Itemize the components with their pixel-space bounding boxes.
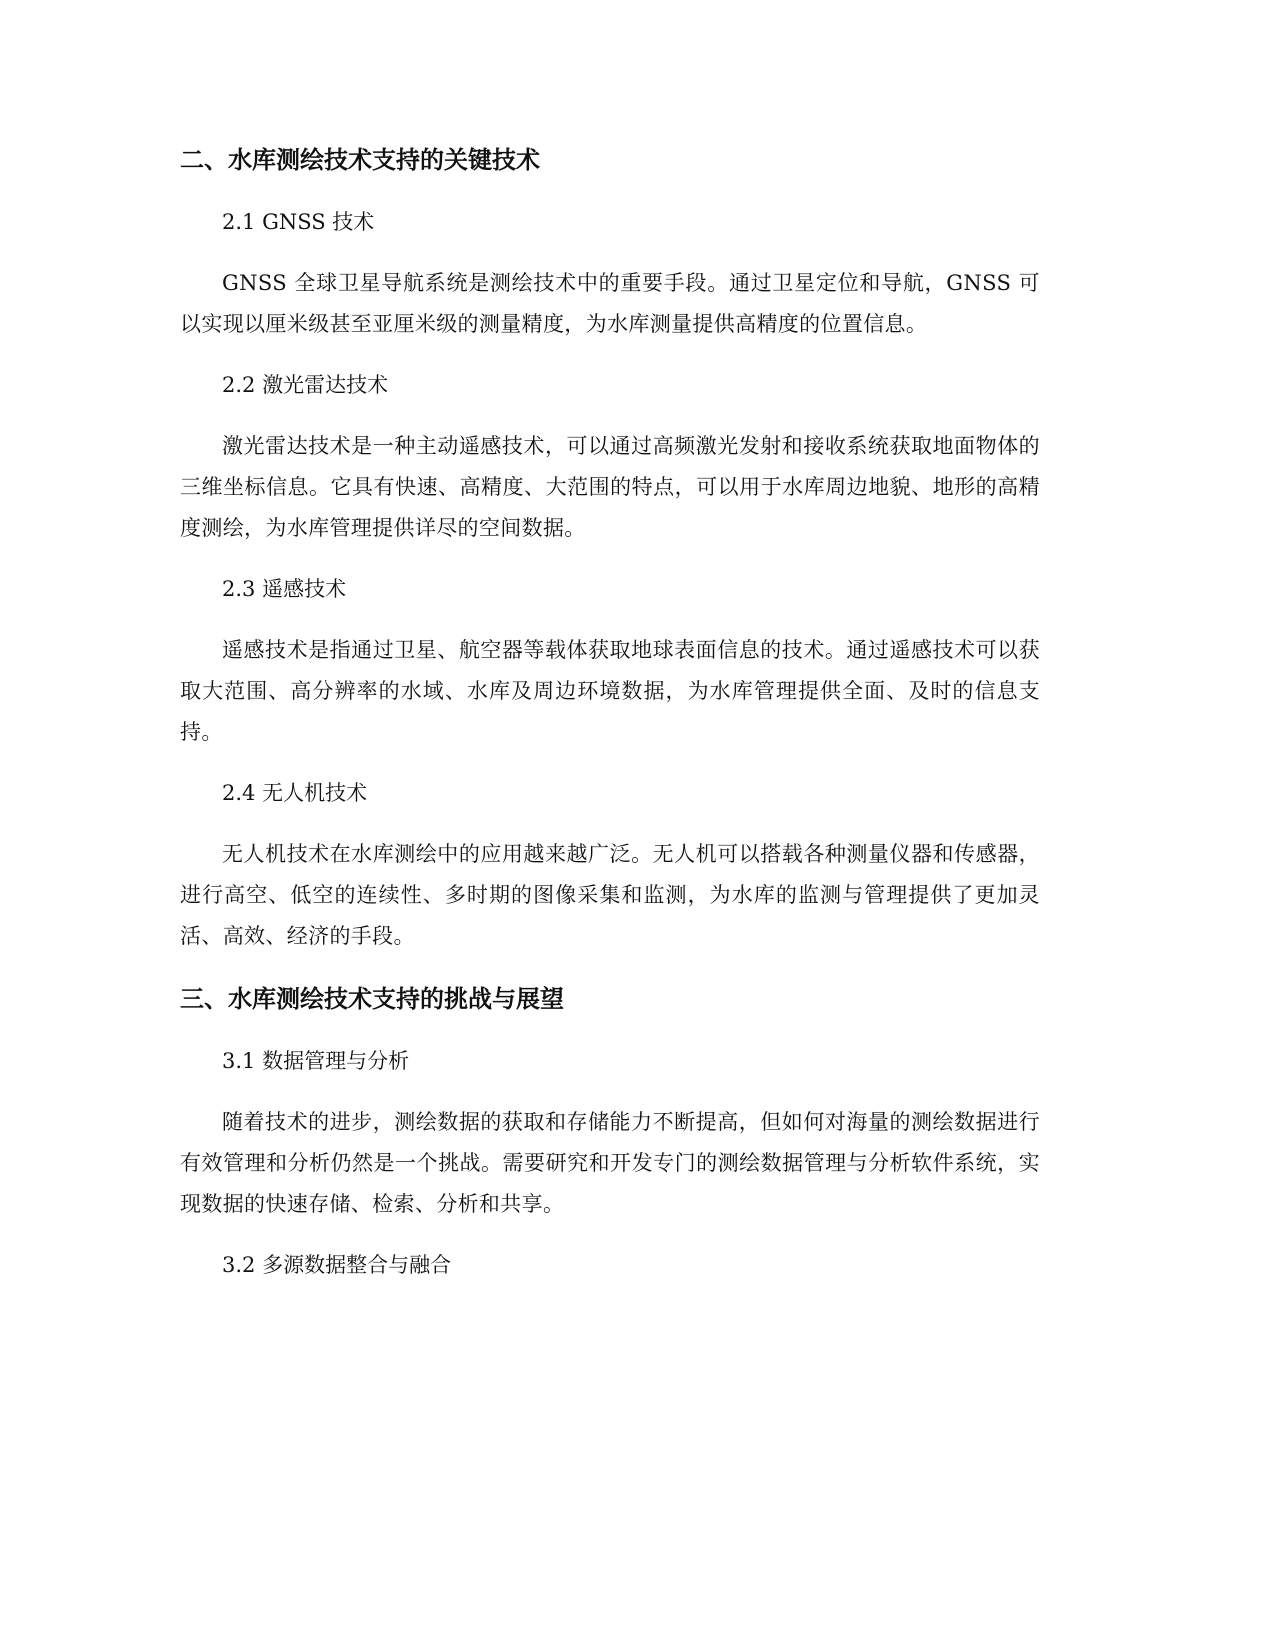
section-3-title: 三、水库测绘技术支持的挑战与展望 [180,985,564,1013]
subsection-3-1-heading: 3.1 数据管理与分析 [222,1049,410,1073]
subsection-2-3-paragraph: 遥感技术是指通过卫星、航空器等载体获取地球表面信息的技术。通过遥感技术可以获取大范围、高分辨率的水域、水库及周边环境数据，为水库管理提供全面、及时的信息支持。 [180,638,1040,744]
subsection-3-2-heading: 3.2 多源数据整合与融合 [222,1253,452,1277]
subsection-2-4-paragraph: 无人机技术在水库测绘中的应用越来越广泛。无人机可以搭载各种测量仪器和传感器，进行高空、低空的连续性、多时期的图像采集和监测，为水库的监测与管理提供了更加灵活、高效、经济的手段。 [180,842,1040,948]
subsection-2-4-heading: 2.4 无人机技术 [222,781,368,805]
subsection-3-1-paragraph: 随着技术的进步，测绘数据的获取和存储能力不断提高，但如何对海量的测绘数据进行有效管理和分析仍然是一个挑战。需要研究和开发专门的测绘数据管理与分析软件系统，实现数据的快速存储、检索、分析和共享。 [180,1110,1040,1216]
subsection-2-2-heading: 2.2 激光雷达技术 [222,373,389,397]
subsection-2-2-paragraph: 激光雷达技术是一种主动遥感技术，可以通过高频激光发射和接收系统获取地面物体的三维坐标信息。它具有快速、高精度、大范围的特点，可以用于水库周边地貌、地形的高精度测绘，为水库管理提供详尽的空间数据。 [180,434,1040,540]
subsection-2-1-heading: 2.1 GNSS 技术 [222,210,375,234]
section-2-title: 二、水库测绘技术支持的关键技术 [180,146,540,174]
subsection-2-3-heading: 2.3 遥感技术 [222,577,347,601]
document-body [180,138,1040,1306]
subsection-2-1-paragraph: GNSS 全球卫星导航系统是测绘技术中的重要手段。通过卫星定位和导航，GNSS 可以实现以厘米级甚至亚厘米级的测量精度，为水库测量提供高精度的位置信息。 [180,271,1040,336]
